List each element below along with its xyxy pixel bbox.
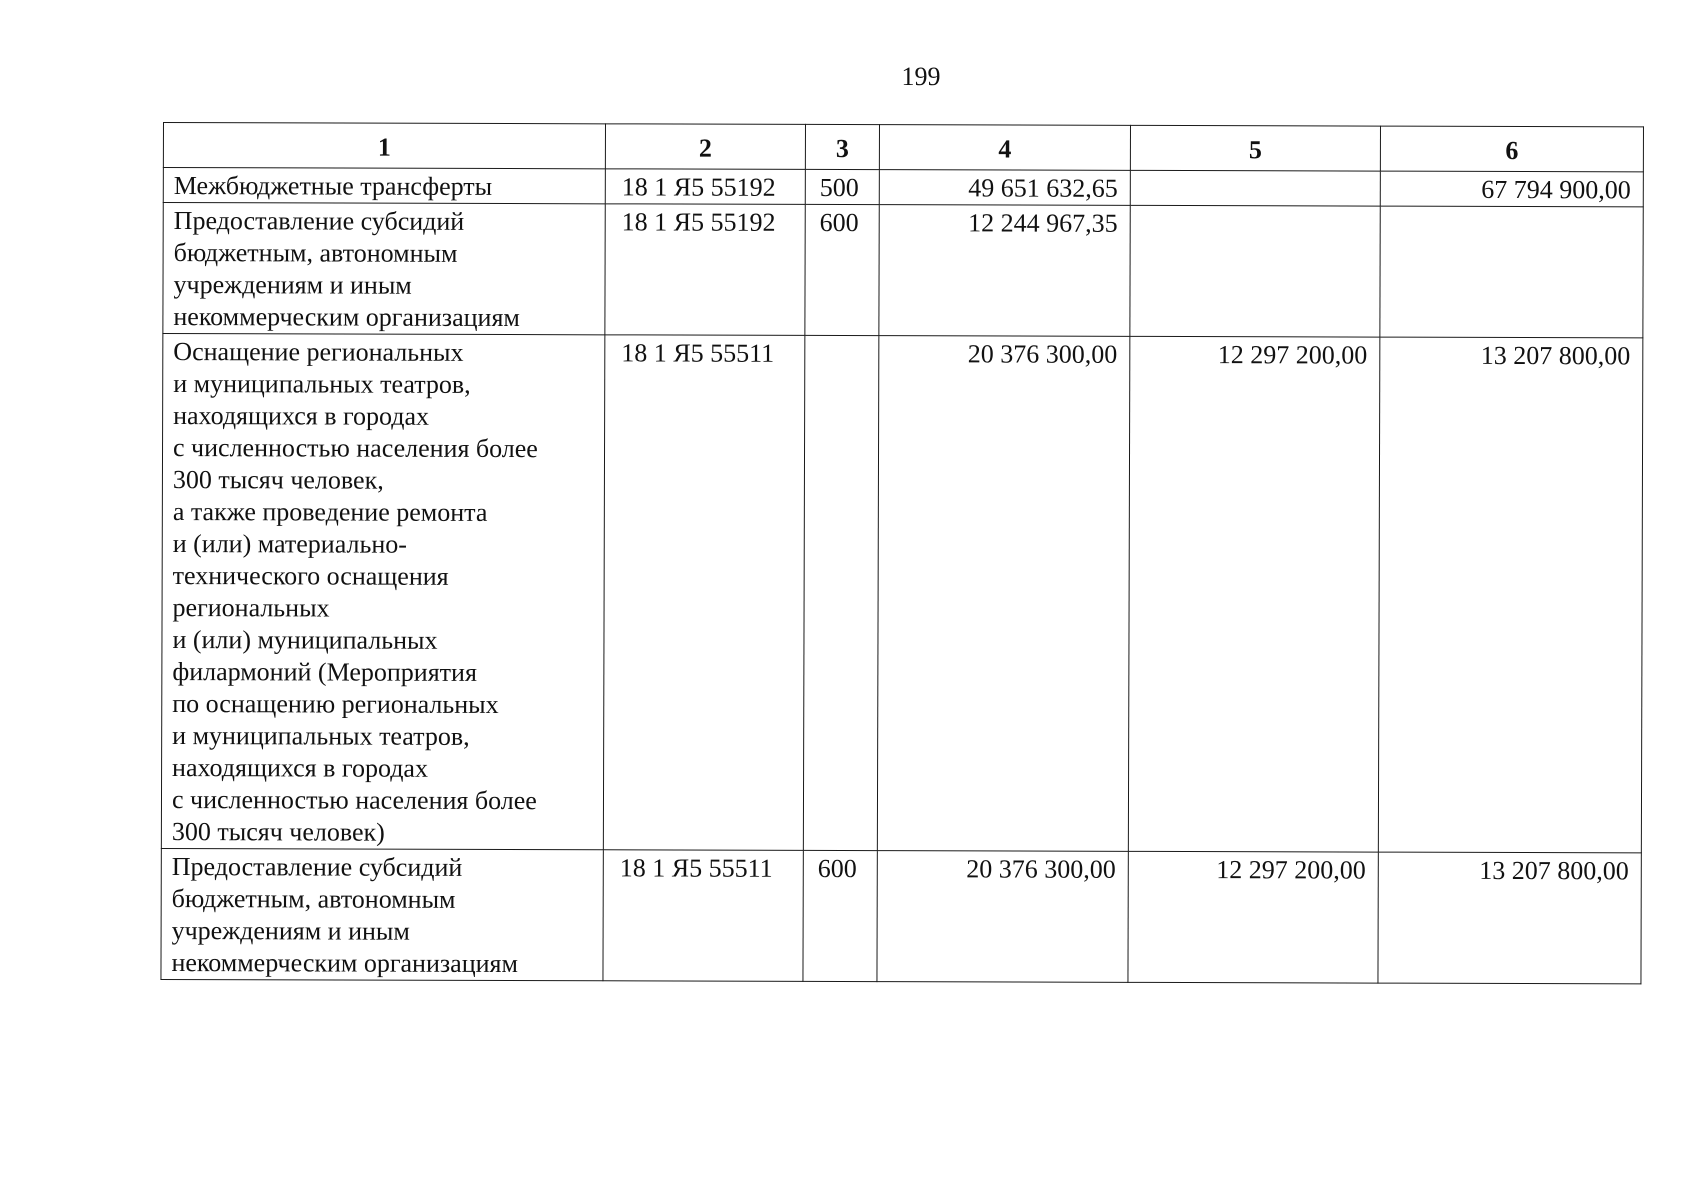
row-code-cell: 18 1 Я5 55511 bbox=[603, 335, 805, 851]
row-name-line: находящихся в городах bbox=[173, 401, 430, 431]
row-code-cell: 18 1 Я5 55192 bbox=[605, 169, 805, 205]
table-header-row bbox=[163, 123, 1643, 172]
budget-table-sheet bbox=[160, 122, 1644, 984]
row-name-line: Оснащение региональных bbox=[173, 337, 464, 367]
row-name-line: и муниципальных театров, bbox=[172, 721, 470, 751]
row-name-line: 300 тысяч человек, bbox=[172, 465, 384, 495]
row-name-line: бюджетным, автономным bbox=[171, 884, 456, 914]
row-name-cell bbox=[163, 203, 605, 335]
page-number: 199 bbox=[901, 62, 941, 91]
row-value-4-cell: 20 376 300,00 bbox=[877, 336, 1130, 852]
row-name-cell bbox=[161, 334, 605, 850]
row-value-5-cell: 12 297 200,00 bbox=[1128, 851, 1378, 983]
column-header-6: 6 bbox=[1380, 126, 1643, 172]
column-header-4: 4 bbox=[879, 125, 1130, 171]
table-row bbox=[163, 203, 1643, 338]
row-name-line: региональных bbox=[172, 593, 330, 623]
row-name-line: с численностью населения более bbox=[172, 433, 538, 464]
row-value-5-cell bbox=[1130, 205, 1380, 337]
row-name-line: технического оснащения bbox=[172, 561, 449, 591]
row-name-line: учреждениям и иным bbox=[173, 270, 412, 300]
row-value-6-cell: 13 207 800,00 bbox=[1378, 337, 1643, 853]
row-type-cell bbox=[803, 335, 879, 850]
row-value-6-cell: 13 207 800,00 bbox=[1378, 852, 1641, 984]
row-code-cell: 18 1 Я5 55192 bbox=[605, 204, 805, 336]
row-name-line: бюджетным, автономным bbox=[173, 238, 458, 268]
row-name-line: а также проведение ремонта bbox=[172, 497, 488, 527]
row-name-line: некоммерческим организациям bbox=[171, 948, 519, 979]
row-name-line: находящихся в городах bbox=[172, 753, 429, 783]
row-value-5-cell bbox=[1130, 170, 1380, 206]
row-name-line: 300 тысяч человек) bbox=[171, 817, 385, 847]
table-row bbox=[161, 334, 1643, 853]
row-code-cell: 18 1 Я5 55511 bbox=[603, 850, 803, 982]
column-header-1: 1 bbox=[163, 123, 605, 169]
row-name-line: некоммерческим организациям bbox=[173, 302, 520, 333]
table-row bbox=[163, 168, 1643, 207]
row-value-4-cell: 20 376 300,00 bbox=[877, 851, 1128, 983]
row-name-line: по оснащению региональных bbox=[172, 689, 499, 719]
row-name-line: Предоставление субсидий bbox=[173, 206, 465, 236]
row-name-line: Предоставление субсидий bbox=[171, 852, 463, 882]
row-type-cell: 500 bbox=[805, 169, 879, 204]
row-name-cell bbox=[161, 848, 603, 980]
row-name-line: и (или) муниципальных bbox=[172, 625, 438, 655]
row-name-line: и муниципальных театров, bbox=[173, 369, 471, 399]
column-header-2: 2 bbox=[605, 124, 805, 170]
row-type-cell: 600 bbox=[805, 204, 879, 335]
row-name-cell bbox=[163, 168, 605, 204]
row-value-4-cell: 12 244 967,35 bbox=[879, 205, 1130, 337]
row-value-6-cell: 67 794 900,00 bbox=[1380, 171, 1643, 207]
row-name-line: филармоний (Мероприятия bbox=[172, 657, 477, 687]
row-name-line: и (или) материально- bbox=[172, 529, 407, 559]
column-header-5: 5 bbox=[1130, 125, 1380, 171]
column-header-3: 3 bbox=[805, 124, 879, 169]
row-value-4-cell: 49 651 632,65 bbox=[879, 170, 1130, 206]
row-name-line: с численностью населения более bbox=[171, 785, 537, 816]
budget-table bbox=[160, 122, 1644, 984]
row-value-5-cell: 12 297 200,00 bbox=[1128, 336, 1380, 852]
row-type-cell: 600 bbox=[803, 850, 877, 981]
row-name-line: Межбюджетные трансферты bbox=[173, 171, 493, 201]
row-value-6-cell bbox=[1380, 206, 1643, 338]
row-name-line: учреждениям и иным bbox=[171, 916, 410, 946]
table-row bbox=[161, 848, 1641, 983]
